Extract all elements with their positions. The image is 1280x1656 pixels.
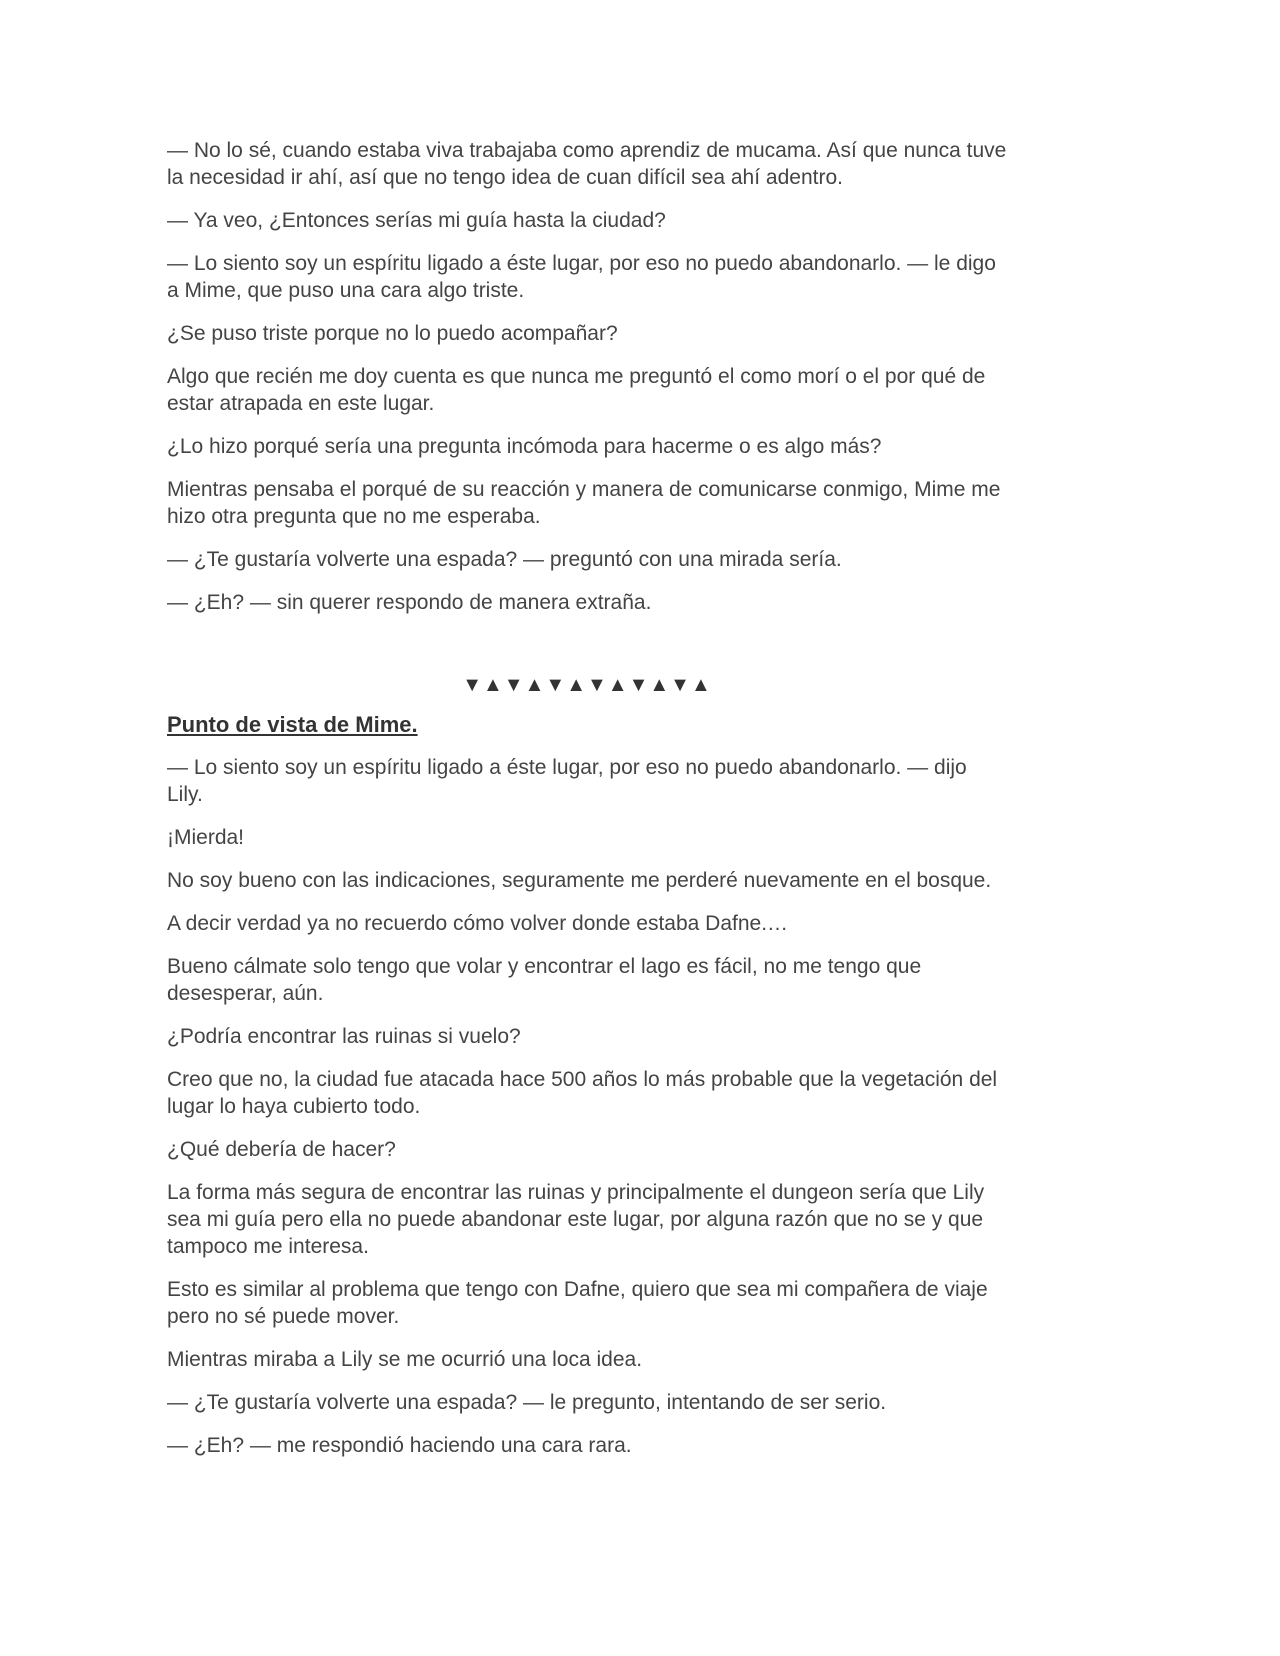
paragraph: ¡Mierda! — [167, 826, 245, 849]
paragraph: — No lo sé, cuando estaba viva trabajaba como aprendiz de mucama. Así que nunca tuve la necesidad ir ahí, así que no tengo idea de cuan difícil sea ahí adentro. — [167, 139, 1007, 189]
paragraph: — ¿Te gustaría volverte una espada? — le pregunto, intentando de ser serio. — [167, 1391, 887, 1414]
paragraph: — ¿Te gustaría volverte una espada? — preguntó con una mirada sería. — [167, 548, 842, 571]
section-heading: Punto de vista de Mime. — [167, 712, 418, 737]
paragraph: — Ya veo, ¿Entonces serías mi guía hasta la ciudad? — [167, 209, 666, 232]
paragraph: Creo que no, la ciudad fue atacada hace 500 años lo más probable que la vegetación del lugar lo haya cubierto todo. — [167, 1068, 998, 1118]
paragraph: ¿Podría encontrar las ruinas si vuelo? — [167, 1025, 521, 1048]
paragraph: A decir verdad ya no recuerdo cómo volver donde estaba Dafne.… — [167, 912, 789, 935]
paragraph: Mientras pensaba el porqué de su reacción y manera de comunicarse conmigo, Mime me hizo otra pregunta que no me esperaba. — [167, 478, 1001, 528]
paragraph: Algo que recién me doy cuenta es que nunca me preguntó el como morí o el por qué de estar atrapada en este lugar. — [167, 365, 986, 415]
paragraph: La forma más segura de encontrar las ruinas y principalmente el dungeon sería que Lily sea mi guía pero ella no puede abandonar este lugar, por alguna razón que no se y que tampoco me interesa. — [167, 1181, 985, 1258]
paragraph: Esto es similar al problema que tengo con Dafne, quiero que sea mi compañera de viaje pero no sé puede mover. — [167, 1278, 988, 1328]
paragraph: ¿Qué debería de hacer? — [167, 1138, 396, 1161]
paragraph: ¿Lo hizo porqué sería una pregunta incómoda para hacerme o es algo más? — [167, 435, 882, 458]
paragraph: — ¿Eh? — me respondió haciendo una cara rara. — [167, 1434, 632, 1457]
scene-break-separator: ▼▲▼▲▼▲▼▲▼▲▼▲ — [462, 674, 712, 696]
paragraph: — Lo siento soy un espíritu ligado a éste lugar, por eso no puedo abandonarlo. — le digo a Mime, que puso una cara algo triste. — [167, 252, 996, 302]
paragraph: No soy bueno con las indicaciones, seguramente me perderé nuevamente en el bosque. — [167, 869, 992, 892]
paragraph: — ¿Eh? — sin querer respondo de manera extraña. — [167, 591, 652, 614]
paragraph: Mientras miraba a Lily se me ocurrió una loca idea. — [167, 1348, 643, 1371]
paragraph: — Lo siento soy un espíritu ligado a éste lugar, por eso no puedo abandonarlo. — dijo Lily. — [167, 756, 967, 806]
paragraph: ¿Se puso triste porque no lo puedo acompañar? — [167, 322, 618, 345]
document-page — [167, 137, 1007, 1475]
paragraph: Bueno cálmate solo tengo que volar y encontrar el lago es fácil, no me tengo que desesperar, aún. — [167, 955, 922, 1005]
